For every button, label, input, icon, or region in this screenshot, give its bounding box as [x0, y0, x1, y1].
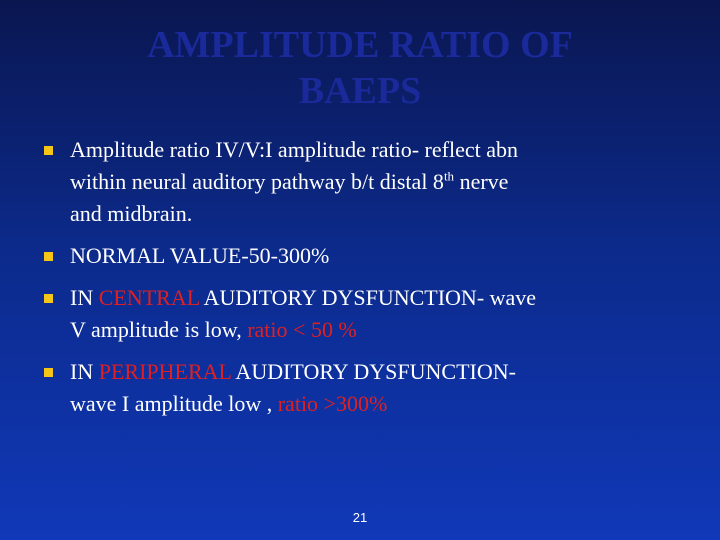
highlight-text: CENTRAL — [98, 285, 200, 310]
highlight-text: ratio < 50 % — [247, 317, 357, 342]
bullet-line — [70, 166, 684, 198]
bullet-item-peripheral-dysfunction — [44, 356, 684, 420]
bullet-line — [70, 314, 684, 346]
bullet-text: AUDITORY DYSFUNCTION- — [231, 359, 516, 384]
bullet-text: nerve — [454, 169, 509, 194]
bullet-line — [70, 282, 684, 314]
bullet-text: wave I amplitude low , — [70, 391, 278, 416]
square-bullet-icon — [44, 368, 53, 377]
highlight-text: ratio >300% — [277, 391, 388, 416]
page-number: 21 — [352, 510, 368, 525]
bullet-text: V amplitude is low, — [70, 317, 248, 342]
highlight-text: PERIPHERAL — [98, 359, 232, 384]
bullet-item-normal-value — [44, 240, 684, 272]
superscript-text: th — [443, 168, 455, 184]
square-bullet-icon — [44, 294, 53, 303]
bullet-text: within neural auditory pathway b/t distal 8 — [70, 169, 444, 194]
bullet-line: Amplitude ratio IV/V:I amplitude ratio- reflect abn — [70, 137, 518, 162]
bullet-line — [70, 356, 684, 388]
bullet-item-amplitude-ratio — [44, 134, 684, 230]
slide-title — [60, 22, 660, 114]
bullet-text: AUDITORY DYSFUNCTION- wave — [199, 285, 537, 310]
bullet-line — [70, 388, 684, 420]
square-bullet-icon — [44, 146, 53, 155]
bullet-text: IN — [70, 359, 99, 384]
slide-title-line2: BAEPS — [298, 70, 422, 112]
bullet-text: IN — [70, 285, 99, 310]
bullet-list — [44, 134, 684, 430]
slide-title-line1: AMPLITUDE RATIO OF — [147, 24, 573, 66]
bullet-item-central-dysfunction — [44, 282, 684, 346]
bullet-line: and midbrain. — [70, 201, 193, 226]
bullet-line: NORMAL VALUE-50-300% — [70, 243, 330, 268]
square-bullet-icon — [44, 252, 53, 261]
